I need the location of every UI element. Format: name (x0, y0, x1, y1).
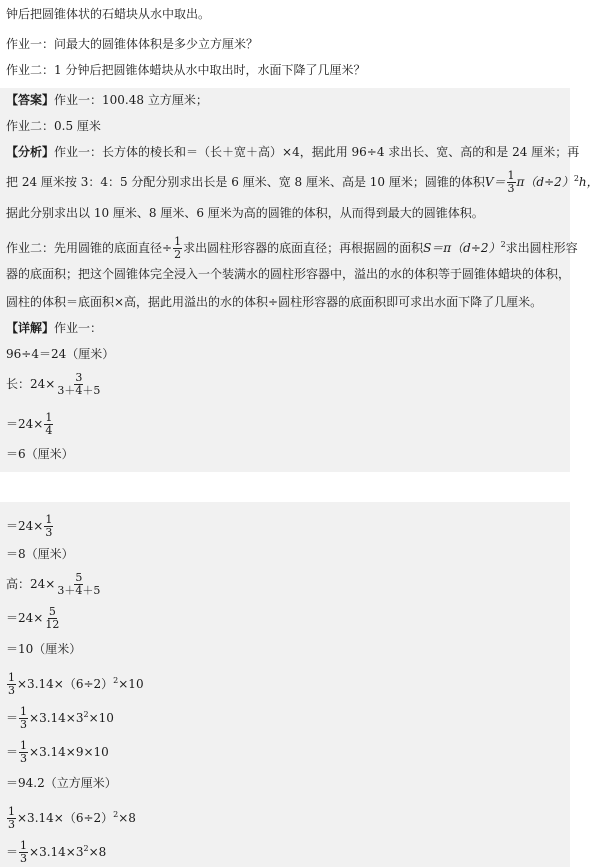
fraction-one-quarter: $\frac{1}{4}$ (45, 411, 53, 437)
intro-line: 钟后把圆锥体状的石蜡块从水中取出。 (6, 7, 211, 21)
analysis-line-1 (6, 144, 579, 160)
detail-sum-line: 96÷4＝24（厘米） (6, 347, 115, 361)
length-simplify-line: ＝24× $\frac{1}{4}$ (6, 411, 53, 437)
volume-calc-2: ＝ $\frac{1}{3}$ $\times 3.14\times 3^2\times 10$ (6, 705, 114, 731)
cone-volume-formula: V＝ (484, 175, 506, 189)
height-result-line: ＝10（厘米） (6, 642, 82, 656)
detail-label: 【详解】 (6, 321, 55, 335)
analysis-line-2: 把 24 厘米按 3：4：5 分配分别求出长是 6 厘米、宽 8 厘米、高是 10 厘米；圆锥的体积V＝ $\frac{1}{3}$ $\pi(d\div 2)^2h$， (6, 169, 599, 195)
fraction-5-over-sum: $\frac{5}{3+4+5}$ (57, 571, 101, 597)
volume-result-line: ＝94.2（立方厘米） (6, 776, 117, 790)
circle-area-formula: S＝π（d÷2） (423, 241, 501, 255)
analysis-text-4c: 求出圆柱形容 (505, 241, 578, 255)
volume-calc-1: $\frac{1}{3}$ $\times 3.14\times(6\div 2)^2\times 10$ (8, 671, 144, 697)
cone-volume-formula-mid: π（d÷2） (516, 175, 574, 189)
analysis-line-3: 据此分别求出以 10 厘米、8 厘米、6 厘米为高的圆锥的体积，从而得到最大的圆锥体积。 (6, 206, 484, 220)
fraction-one-third: $\frac{1}{3}$ (507, 169, 515, 195)
length-calc-line: 长：24× $\frac{3}{3+4+5}$ (6, 371, 101, 397)
analysis-line-6: 圆柱的体积＝底面积×高，据此用溢出的水的体积÷圆柱形容器的底面积即可求出水面下降了几厘米。 (6, 295, 543, 309)
task-one-question: 作业一：问最大的圆锥体体积是多少立方厘米？ (6, 37, 259, 51)
fraction-5-over-12: $\frac{5}{12}$ (45, 605, 60, 631)
detail-task-one: 作业一： (54, 321, 103, 335)
answer-one: 作业一：100.48 立方厘米； (54, 93, 208, 107)
answer-label: 【答案】 (6, 93, 55, 107)
analysis-text-4a: 作业二：先用圆锥的底面直径÷ (6, 241, 173, 255)
analysis-text-2: 把 24 厘米按 3：4：5 分配分别求出长是 6 厘米、宽 8 厘米、高是 10 厘米；圆锥的体积 (6, 175, 485, 189)
answer-line-1 (6, 92, 208, 108)
cone-volume-formula-end: h， (578, 175, 599, 189)
analysis-text-4b: 求出圆柱形容器的底面直径；再根据圆的面积 (183, 241, 424, 255)
page-gap (0, 472, 570, 502)
length-result-line: ＝6（厘米） (6, 447, 74, 461)
detail-line-1 (6, 320, 102, 336)
fraction-3-over-sum: $\frac{3}{3+4+5}$ (57, 371, 101, 397)
width-simplify-line: ＝24× $\frac{1}{3}$ (6, 513, 53, 539)
volume-calc-3: ＝ $\frac{1}{3}$ ×3.14×9×10 (6, 739, 109, 765)
volume-calc-4: $\frac{1}{3}$ $\times 3.14\times(6\div 2)^2\times 8$ (8, 805, 136, 831)
analysis-label: 【分析】 (6, 145, 55, 159)
fraction-one-half: $\frac{1}{2}$ (174, 235, 182, 261)
height-calc-line: 高：24× $\frac{5}{3+4+5}$ (6, 571, 101, 597)
analysis-text-1: 作业一：长方体的棱长和＝（长＋宽＋高）×4，据此用 96÷4 求出长、宽、高的和是 24 厘米；再 (54, 145, 580, 159)
analysis-line-4: 作业二：先用圆锥的底面直径÷ $\frac{1}{2}$ 求出圆柱形容器的底面直径；再根据圆的面积$S=\pi(d\div 2)^2$求出圆柱形容 (6, 235, 578, 261)
task-two-question: 作业二：1 分钟后把圆锥体蜡块从水中取出时，水面下降了几厘米？ (6, 63, 366, 77)
analysis-line-5: 器的底面积；把这个圆锥体完全浸入一个装满水的圆柱形容器中，溢出的水的体积等于圆锥体蜡块的体积， (6, 267, 571, 281)
height-simplify-line: ＝24× $\frac{5}{12}$ (6, 605, 60, 631)
answer-two: 作业二：0.5 厘米 (6, 119, 101, 133)
fraction-one-third-b: $\frac{1}{3}$ (45, 513, 53, 539)
width-result-line: ＝8（厘米） (6, 547, 74, 561)
volume-calc-5: ＝ $\frac{1}{3}$ $\times 3.14\times 3^2\times 8$ (6, 839, 107, 865)
